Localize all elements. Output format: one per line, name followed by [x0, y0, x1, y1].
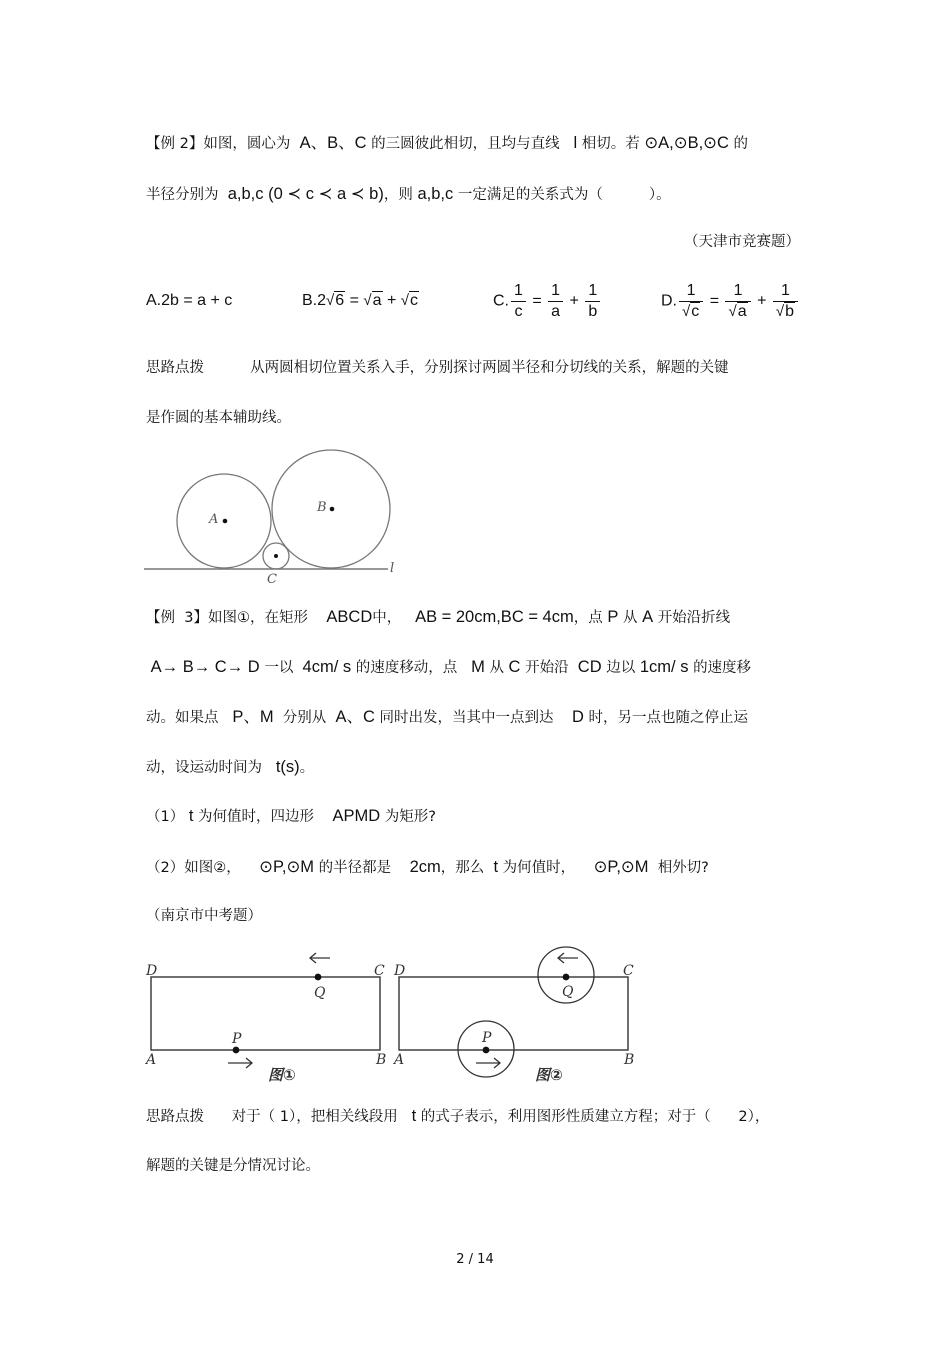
ex3-line-1: 【例 3】如图①，在矩形 ABCD中， AB = 20cm,BC = 4cm，点 P 从 A 开始沿折线 [146, 608, 731, 626]
rectangle-figures [140, 945, 650, 1090]
fig1-arrow-left-icon [310, 953, 330, 963]
fig2-label-d: D [394, 963, 406, 979]
option-a: A.2b = a + c [146, 292, 233, 309]
three-circles-figure [140, 448, 410, 588]
option-c: C. $\frac{1}{c}$ = $\frac{1}{a}$ + $\frac{1}{b}$ [493, 281, 602, 322]
ex3-line-2: A→ B→ C→ D 一以 4cm/ s 的速度移动，点 M 从 C 开始沿 CD 边以 1cm/ s 的速度移 [150, 658, 752, 676]
ex2-source: （天津市竞赛题） [684, 234, 800, 250]
center-a [223, 519, 228, 524]
fig2-point-p [483, 1047, 490, 1054]
fig1-label-p: P [232, 1031, 242, 1047]
fig1-point-q [315, 974, 322, 981]
label-c: C [267, 572, 277, 587]
ex3-source: （南京市中考题） [146, 908, 262, 924]
fig2-caption: 图② [535, 1066, 563, 1084]
label-a: A [209, 512, 219, 527]
fig2-label-a: A [394, 1052, 405, 1068]
ex3-hint-2: 解题的关键是分情况讨论。 [146, 1158, 320, 1174]
option-d: D. $\frac{1}{√c}$ = $\frac{1}{√a}$ + $\frac{1}{√b}$ [661, 281, 800, 322]
ex2-hint-1: 思路点拨 从两圆相切位置关系入手，分别探讨两圆半径和分切线的关系，解题的关键 [146, 360, 729, 376]
ex2-line-1: 【例 2】如图，圆心为 A、B、C 的三圆彼此相切，且均与直线 l 相切。若 ⊙A,⊙B,⊙C 的 [146, 134, 749, 152]
fig2-arrow-left-icon [558, 953, 578, 963]
fig1-arrow-right-icon [228, 1058, 252, 1068]
center-c [274, 554, 278, 558]
fig2-point-q [563, 974, 570, 981]
fig2-label-q: Q [562, 984, 574, 1000]
option-b: B.2√6 = √a + √c [302, 292, 418, 309]
ex2-line-2: 半径分别为 a,b,c (0 ≺ c ≺ a ≺ b)，则 a,b,c 一定满足的关系式为（ ）。 [146, 185, 671, 203]
fig1-label-a: A [146, 1052, 157, 1068]
ex3-line-3: 动。如果点 P、M 分别从 A、C 同时出发，当其中一点到达 D 时，另一点也随之停止运 [146, 708, 749, 726]
rectangle-2 [399, 977, 628, 1050]
fig1-label-d: D [146, 963, 158, 979]
label-b: B [317, 500, 327, 515]
ex3-line-4: 动，设运动时间为 t(s)。 [146, 758, 315, 776]
page-number: 2 / 14 [456, 1252, 494, 1267]
label-l: l [390, 561, 395, 576]
fig2-label-p: P [482, 1030, 492, 1046]
fig2-label-b: B [624, 1052, 635, 1068]
center-b [330, 507, 335, 512]
fig1-caption: 图① [268, 1066, 296, 1084]
fig1-point-p [233, 1047, 240, 1054]
fig1-label-q: Q [314, 985, 326, 1001]
ex3-question-2: （2）如图②， ⊙P,⊙M 的半径都是 2cm，那么 t 为何值时， ⊙P,⊙M 相外切? [146, 858, 709, 876]
rectangle-1 [151, 977, 380, 1050]
ex3-hint-1: 思路点拨 对于（ 1），把相关线段用 t 的式子表示，利用图形性质建立方程；对于（ 2）， [146, 1107, 770, 1125]
fig2-arrow-right-icon [476, 1058, 500, 1068]
ex2-hint-2: 是作圆的基本辅助线。 [146, 410, 291, 426]
fig1-label-c: C [374, 963, 385, 979]
fig1-label-b: B [376, 1052, 387, 1068]
ex3-question-1: （1） t 为何值时，四边形 APMD 为矩形? [146, 807, 436, 825]
fig2-label-c: C [623, 963, 634, 979]
